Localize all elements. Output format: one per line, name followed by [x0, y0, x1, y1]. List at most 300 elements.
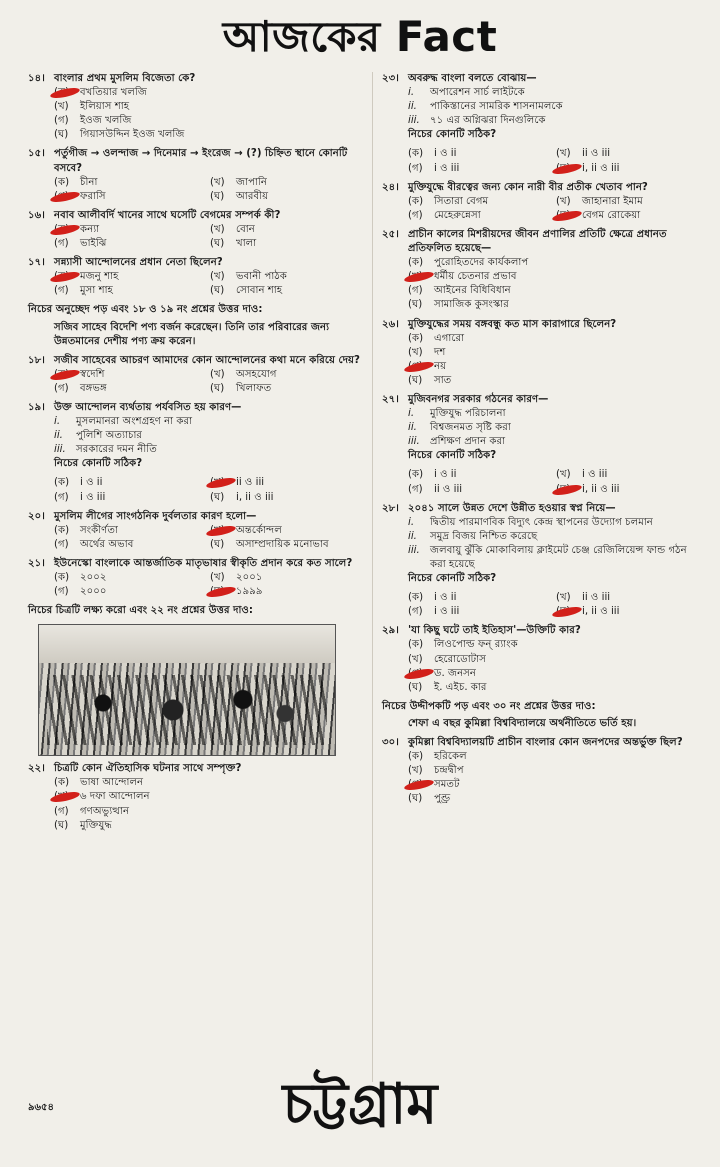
question-block [28, 209, 366, 251]
which-correct: নিচের কোনটি সঠিক? [408, 129, 497, 141]
option [408, 750, 704, 764]
option-row [408, 778, 704, 792]
option [210, 524, 366, 538]
option-text: ii ও iii [434, 483, 463, 495]
option-text: মুক্তিযুদ্ধ [80, 819, 112, 831]
option-letter: (খ) [210, 368, 225, 380]
option [210, 368, 366, 382]
which-correct: নিচের কোনটি সঠিক? [408, 450, 497, 462]
question-block [28, 72, 366, 142]
question-30 [382, 736, 704, 806]
option-letter: (খ) [556, 148, 571, 160]
option-letter: (ঘ) [54, 129, 69, 141]
option-letter: (গ) [54, 285, 69, 297]
option-text: i ও iii [80, 491, 106, 503]
option-row [408, 468, 704, 482]
option-letter: (খ) [556, 469, 571, 481]
options [28, 571, 366, 599]
option [54, 819, 366, 833]
option-text: i ও iii [582, 469, 608, 481]
option-letter: (ঘ) [210, 491, 225, 503]
option-letter: (ঘ) [54, 819, 69, 831]
option [556, 147, 704, 161]
left-questions [28, 72, 366, 298]
statement-number: iii. [408, 544, 420, 556]
option [54, 100, 366, 114]
statement [28, 429, 366, 443]
option-row [54, 571, 366, 585]
option-text: চীনা [80, 176, 98, 188]
option [54, 128, 366, 142]
question-18 [28, 354, 366, 396]
option-letter: (ঘ) [210, 285, 225, 297]
option [54, 571, 210, 585]
option [54, 776, 366, 790]
statement-number: i. [408, 516, 415, 528]
option-letter: (খ) [54, 101, 69, 113]
option-letter: (খ) [408, 346, 423, 358]
option [556, 195, 704, 209]
option [54, 284, 210, 298]
footer-title: চট্টগ্রাম [282, 1072, 438, 1137]
option-row [408, 591, 704, 605]
option [210, 491, 366, 505]
question-24 [382, 181, 704, 223]
option-text: ২০০০ [80, 586, 107, 598]
option-row [408, 346, 704, 360]
question-block [28, 557, 366, 599]
option-row [54, 790, 366, 804]
option-text: এগারো [434, 332, 465, 344]
question-text: কুমিল্লা বিশ্ববিদ্যালয়টি প্রাচীন বাংলার কোন জনপদের অন্তর্ভুক্ত ছিল? [408, 737, 683, 749]
option [556, 483, 704, 497]
question-text: চিত্রটি কোন ঐতিহাসিক ঘটনার সাথে সম্পৃক্ত? [54, 763, 242, 775]
option-row [408, 667, 704, 681]
option-letter: (খ) [556, 195, 571, 207]
option-text: বঙ্গভঙ্গ [80, 382, 107, 394]
option [408, 681, 704, 695]
question-text: নবাব আলীবর্দি খানের সাথে ঘসেটি বেগমের সম্পর্ক কী? [54, 209, 281, 221]
option-text: জাপানি [236, 176, 267, 188]
option-row [408, 195, 704, 209]
option-letter: (গ) [54, 805, 69, 817]
option-text: i, ii ও iii [582, 162, 620, 174]
option-text: লিওপোল্ড ফন্ র‍্যাংক [434, 639, 518, 651]
question-text: ২০৪১ সালে উন্নত দেশে উন্নীত হওয়ার স্বপ্ন নিয়ে— [408, 502, 616, 514]
option-text: ফরাসি [80, 190, 106, 202]
question-block [28, 256, 366, 298]
option [408, 162, 556, 176]
statement [28, 443, 366, 457]
option [210, 538, 366, 552]
question-number: ২৭। [382, 393, 399, 405]
option-text: ড. জনসন [434, 667, 476, 679]
option [408, 778, 704, 792]
option-letter: (গ) [54, 491, 69, 503]
statement-text: অপারেশন সার্চ লাইটকে [430, 87, 525, 99]
option [408, 792, 704, 806]
option-letter: (ঘ) [408, 299, 423, 311]
page-number: ৯৬৫৪ [28, 1102, 54, 1113]
option-row [408, 360, 704, 374]
question-block [382, 72, 704, 176]
question-line [382, 393, 704, 407]
stimulus-instruction: নিচের উদ্দীপকটি পড় এবং ৩০ নং প্রশ্নের উত্তর দাও: [382, 700, 596, 712]
option [54, 190, 210, 204]
option-text: ধর্মীয় চেতনার প্রভাব [434, 271, 517, 283]
options [382, 195, 704, 223]
option-text: খালা [236, 238, 257, 250]
option [408, 270, 704, 284]
option-text: অসাম্প্রদায়িক মনোভাব [236, 538, 329, 550]
option-text: জাহানারা ইমাম [582, 195, 643, 207]
statement-number: i. [408, 87, 415, 99]
option-letter: (ক) [408, 148, 424, 160]
option [54, 805, 366, 819]
statement-number: i. [54, 416, 61, 428]
stimulus-text: শেফা এ বছর কুমিল্লা বিশ্ববিদ্যালয়ে অর্থনীতিতে ভর্তি হয়। [408, 717, 637, 729]
question-line [28, 401, 366, 415]
option-row [54, 114, 366, 128]
option [54, 585, 210, 599]
photo-crowd [47, 675, 327, 745]
option [556, 468, 704, 482]
option [54, 114, 366, 128]
question-number: ২৫। [382, 228, 399, 240]
question-block [28, 510, 366, 552]
option-text: মজনু শাহ [80, 271, 119, 283]
which-correct: নিচের কোনটি সঠিক? [408, 573, 497, 585]
option [556, 209, 704, 223]
question-line [28, 256, 366, 270]
option-text: অন্তর্কোন্দল [236, 524, 282, 536]
option-row [408, 750, 704, 764]
option-text: i ও ii [434, 469, 457, 481]
option-text: স্বদেশি [80, 368, 105, 380]
passage-text: সজিব সাহেব বিদেশি পণ্য বর্জন করেছেন। তিনি তার পরিবারের জন্য উন্নতমানের দেশীয় পণ্য ক্রয় করেন। [54, 321, 330, 347]
option-text: ইওজ খলজি [80, 115, 132, 127]
option-row [408, 764, 704, 778]
option [408, 298, 704, 312]
option-letter: (ক) [408, 469, 424, 481]
statement-text: বিশ্বজনমত সৃষ্টি করা [430, 422, 511, 434]
question-text: 'যা কিছু ঘটে তাই ইতিহাস'—উক্তিটি কার? [408, 625, 581, 637]
option-letter: (খ) [556, 592, 571, 604]
question-19 [28, 401, 366, 505]
option-text: চন্দ্রদ্বীপ [434, 765, 464, 777]
option-letter: (ঘ) [408, 374, 423, 386]
question-number: ২৮। [382, 502, 399, 514]
question-line [28, 147, 366, 175]
option [54, 382, 210, 396]
option-text: i ও ii [434, 148, 457, 160]
statement-number: iii. [408, 436, 420, 448]
options [28, 176, 366, 204]
option-text: অর্থের অভাব [80, 538, 134, 550]
question-line [382, 624, 704, 638]
statement-text: জলবায়ু ঝুঁকি মোকাবিলায় ক্লাইমেট চেঞ্জ রেজিলিয়েন্স ফান্ড গঠন করা হয়েছে [430, 544, 687, 570]
option-text: মুসা শাহ [80, 285, 113, 297]
option-text: সামাজিক কুসংস্কার [434, 299, 509, 311]
question-29 [382, 624, 704, 694]
option-text: i, ii ও iii [236, 491, 274, 503]
question-block [28, 354, 366, 396]
option-letter: (খ) [210, 176, 225, 188]
option [54, 86, 366, 100]
option [408, 332, 704, 346]
option-row [408, 332, 704, 346]
question-line [28, 557, 366, 571]
option-row [54, 270, 366, 284]
picture-instruction: নিচের চিত্রটি লক্ষ্য করো এবং ২২ নং প্রশ্নের উত্তর দাও: [28, 605, 253, 617]
option [556, 605, 704, 619]
option [210, 571, 366, 585]
question-23 [382, 72, 704, 176]
question-text: মুক্তিযুদ্ধের সময় বঙ্গবন্ধু কত মাস কারাগারে ছিলেন? [408, 318, 617, 330]
option-letter: (গ) [408, 162, 423, 174]
option [210, 270, 366, 284]
question-text: প্রাচীন কালের মিশরীয়দের জীবন প্রণালির প্রতিটি ক্ষেত্রে প্রধানত প্রতিফলিত হয়েছে— [408, 228, 667, 255]
option [210, 284, 366, 298]
option-text: খিলাফত [236, 382, 272, 394]
question-text: ইউনেস্কো বাংলাকে আন্তর্জাতিক মাতৃভাষার স্বীকৃতি প্রদান করে কত সালে? [54, 557, 353, 569]
question-28 [382, 502, 704, 620]
option-letter: (ঘ) [210, 238, 225, 250]
option-letter: (খ) [210, 271, 225, 283]
option-row [408, 483, 704, 497]
statement [382, 421, 704, 435]
question-number: ১৮। [28, 354, 45, 366]
option-row [54, 190, 366, 204]
option-letter: (খ) [408, 765, 423, 777]
options [28, 776, 366, 832]
question-number: ১৫। [28, 148, 45, 160]
option-row [54, 538, 366, 552]
question-block [382, 181, 704, 223]
option-letter: (ক) [408, 332, 424, 344]
option-row [54, 223, 366, 237]
option-text: ২০০১ [236, 572, 263, 583]
option [408, 591, 556, 605]
statement-text: পুলিশি অত্যাচার [76, 430, 143, 442]
option-text: সংকীর্ণতা [80, 524, 118, 536]
option-letter: (ক) [54, 572, 70, 583]
option [408, 638, 704, 652]
option-letter: (ক) [408, 592, 424, 604]
statement-text: প্রশিক্ষণ প্রদান করা [430, 436, 506, 448]
option-text: হেরোডোটাস [434, 653, 486, 665]
option [408, 147, 556, 161]
statement-text: দ্বিতীয় পারমাণবিক বিদ্যুৎ কেন্দ্র স্থাপনের উদ্যোগ চলমান [430, 516, 653, 528]
option [408, 284, 704, 298]
option [408, 374, 704, 388]
option-text: আরবীয় [236, 190, 269, 202]
option-letter: (ক) [408, 195, 424, 207]
option-row [408, 638, 704, 652]
question-26 [382, 318, 704, 388]
statement [382, 100, 704, 114]
option-text: পুরোহিতদের কার্যকলাপ [434, 257, 529, 269]
option-text: ২০০২ [80, 572, 107, 583]
historical-photo [38, 624, 336, 756]
statement [382, 544, 704, 572]
option [408, 605, 556, 619]
question-block [382, 318, 704, 388]
options [382, 468, 704, 496]
question-number: ২০। [28, 510, 45, 522]
which-correct: নিচের কোনটি সঠিক? [54, 458, 143, 470]
option-row [54, 805, 366, 819]
option [408, 209, 556, 223]
option-text: ইলিয়াস শাহ [80, 101, 130, 113]
option-letter: (খ) [408, 653, 423, 665]
option-text: বখতিয়ার খলজি [80, 87, 148, 99]
option-text: ii ও iii [236, 477, 265, 489]
options [382, 591, 704, 619]
option [54, 176, 210, 190]
option-text: পুণ্ড্র [434, 793, 451, 805]
statement-text: মুসলমানরা অংশগ্রহণ না করা [76, 416, 193, 428]
option-row [54, 476, 366, 490]
question-25 [382, 228, 704, 313]
option [54, 476, 210, 490]
banner-title: আজকের Fact [222, 12, 498, 61]
question-text: অবরুদ্ধ বাংলা বলতে বোঝায়— [408, 73, 537, 84]
column-divider [372, 72, 373, 1082]
question-block [382, 502, 704, 620]
options [382, 750, 704, 806]
question-number: ১৬। [28, 209, 45, 221]
option [210, 190, 366, 204]
option [54, 270, 210, 284]
statement [382, 407, 704, 421]
option-text: সিতারা বেগম [434, 195, 489, 207]
option-row [408, 284, 704, 298]
option-text: i ও ii [434, 592, 457, 604]
question-22 [28, 762, 366, 832]
question-number: ২১। [28, 557, 45, 569]
option-text: অসহযোগ [236, 368, 277, 380]
option-text: i, ii ও iii [582, 606, 620, 618]
option-text: ভবানী পাঠক [236, 271, 287, 283]
option [210, 585, 366, 599]
option [408, 653, 704, 667]
option-letter: (ঘ) [408, 681, 423, 693]
option-row [54, 585, 366, 599]
option-letter: (গ) [54, 115, 69, 127]
photo-sky [39, 625, 335, 663]
option-letter: (গ) [408, 483, 423, 495]
statement-text: সরকারের দমন নীতি [76, 444, 157, 456]
option-text: নয় [434, 360, 447, 372]
option-row [54, 237, 366, 251]
question-27 [382, 393, 704, 497]
question-number: ১৭। [28, 257, 45, 269]
option-row [54, 382, 366, 396]
statement-number: ii. [408, 422, 417, 434]
option-letter: (ঘ) [408, 793, 423, 805]
option-text: সোবান শাহ [236, 285, 283, 297]
option-text: i, ii ও iii [582, 483, 620, 495]
question-number: ২৪। [382, 181, 399, 193]
option-letter: (ক) [408, 751, 424, 763]
option [54, 790, 366, 804]
option [210, 476, 366, 490]
option-row [408, 147, 704, 161]
option-text: বোন [236, 223, 255, 235]
option-row [54, 776, 366, 790]
option-letter: (খ) [210, 572, 225, 583]
option-letter: (ক) [54, 777, 70, 789]
question-line [382, 502, 704, 516]
option-row [408, 792, 704, 806]
option-letter: (ঘ) [210, 382, 225, 394]
option-row [408, 653, 704, 667]
option-row [54, 284, 366, 298]
question-line [28, 209, 366, 223]
options [382, 256, 704, 312]
statement-number: ii. [408, 101, 417, 113]
question-line [382, 228, 704, 256]
option-row [54, 524, 366, 538]
question-line [28, 354, 366, 368]
option-letter: (গ) [54, 382, 69, 394]
option-letter: (গ) [54, 586, 69, 598]
question-text: সজীব সাহেবের আচরণ আমাদের কোন আন্দোলনের কথা মনে করিয়ে দেয়? [54, 354, 360, 366]
option [210, 237, 366, 251]
option-text: হরিকেল [434, 751, 467, 763]
option-letter: (গ) [54, 238, 69, 250]
passage-instruction: নিচের অনুচ্ছেদ পড় এবং ১৮ ও ১৯ নং প্রশ্নের উত্তর দাও: [28, 304, 263, 316]
option-letter: (ঘ) [210, 190, 225, 202]
option-text: ৬ দফা আন্দোলন [80, 791, 150, 803]
statement-text: সমুদ্র বিজয় নিশ্চিত করেছে [430, 530, 538, 542]
option [408, 360, 704, 374]
option [210, 382, 366, 396]
statement-text: পাকিস্তানের সামরিক শাসনামলকে [430, 101, 563, 113]
statement-number: ii. [54, 430, 63, 442]
option-row [54, 100, 366, 114]
question-block [28, 147, 366, 203]
option [54, 223, 210, 237]
question-20 [28, 510, 366, 552]
option-text: ভাষা আন্দোলন [80, 777, 144, 789]
option-row [54, 368, 366, 382]
options [382, 147, 704, 175]
question-number: ২৬। [382, 318, 399, 330]
question-number: ৩০। [382, 737, 399, 749]
option-letter: (গ) [408, 285, 423, 297]
option-letter: (ক) [54, 524, 70, 536]
question-text: সন্ন্যাসী আন্দোলনের প্রধান নেতা ছিলেন? [54, 257, 223, 269]
right-column [382, 72, 704, 812]
option [556, 591, 704, 605]
question-block [382, 393, 704, 497]
option-letter: (ক) [54, 477, 70, 489]
statement [28, 415, 366, 429]
question-text: উক্ত আন্দোলন ব্যর্থতায় পর্যবসিত হয় কারণ— [54, 401, 242, 413]
statement [382, 86, 704, 100]
option-letter: (গ) [408, 209, 423, 221]
options [28, 86, 366, 142]
options [28, 223, 366, 251]
option-row [408, 209, 704, 223]
option [408, 256, 704, 270]
question-text: মুসলিম লীগের সাংগঠনিক দুর্বলতার কারণ হলো— [54, 510, 257, 522]
question-block [28, 401, 366, 505]
option-text: বেগম রোকেয়া [582, 209, 641, 221]
question-block [382, 624, 704, 694]
